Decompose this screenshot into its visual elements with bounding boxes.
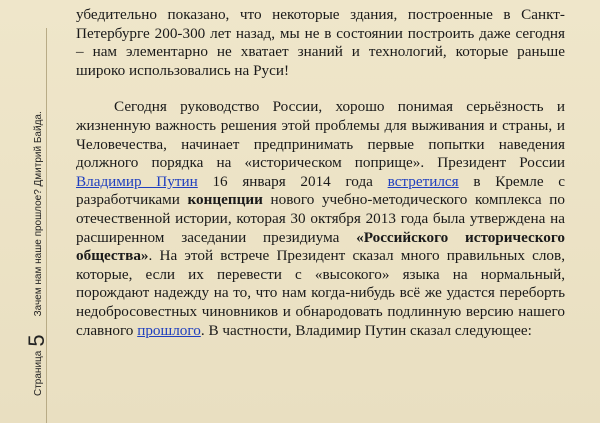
paragraph-2: [76, 98, 565, 340]
document-body: [76, 6, 565, 340]
paragraph-2-text-3: в Кремле с разработчиками: [76, 172, 566, 209]
bold-concept: концепции: [187, 191, 263, 209]
paragraph-1: убедительно показано, что некоторые здания, построенные в Санкт-Петербурге 200-300 лет назад, мы не в состоянии построить даже сегодня – нам элементарно не хватает знаний и технологий, которые раньше широко использовались на Руси!: [76, 6, 565, 79]
paragraph-2-text-1: Сегодня руководство России, хорошо понимая серьёзность и жизненную важность решения этой проблемы для выживания и страны, и Человечества, начинает предпринимать первые попытки наведения должного порядка на «историческом поприще». Президент России: [76, 98, 565, 172]
paragraph-2-text-6: . В частности, Владимир Путин сказал следующее:: [200, 321, 532, 339]
bold-society: «Российского исторического общества»: [76, 228, 565, 265]
page-number: 5: [24, 334, 49, 347]
link-past[interactable]: прошлого: [137, 321, 201, 339]
page-label: Страница: [33, 350, 44, 396]
running-title: Зачем нам наше прошлое? Дмитрий Байда.: [33, 111, 44, 317]
paragraph-2-text-5: . На этой встрече Президент сказал много правильных слов, которые, если их перевести с «высокого» языка на нормальный, порождают надежду на то, что нам когда-нибудь всё же удастся переборть недобросовестных чиновников и обнародовать подлинную версию нашего славного: [76, 247, 565, 339]
paragraph-2-text-4: нового учебно-методического комплекса по отечественной истории, которая 30 октября 2013 года была утверждена на расширенном заседании президиума: [76, 191, 566, 246]
paragraph-2-text-2: 16 января 2014 года: [197, 172, 388, 190]
link-vladimir-putin[interactable]: Владимир Путин: [76, 172, 198, 190]
link-met[interactable]: встретился: [387, 172, 459, 190]
page-sidebar: [24, 111, 50, 396]
